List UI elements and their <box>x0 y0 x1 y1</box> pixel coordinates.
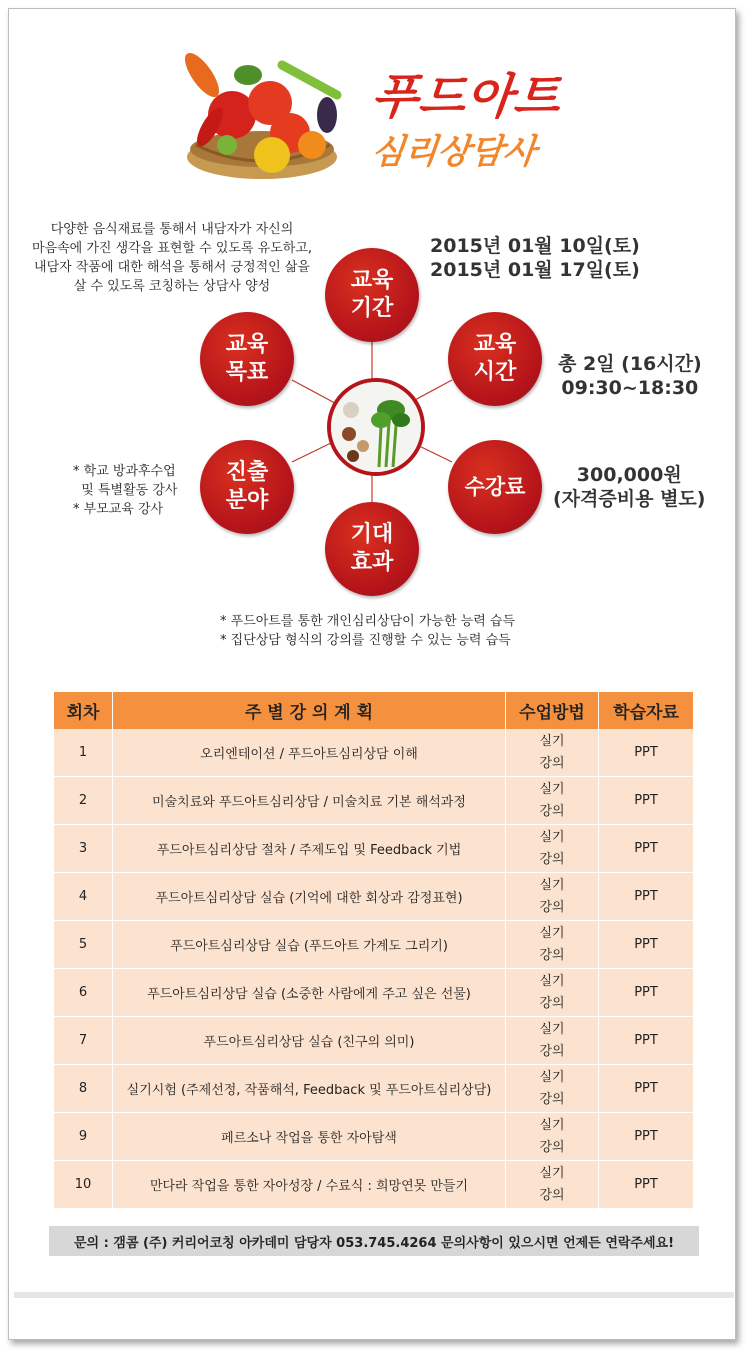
method-practice: 실기 <box>539 1021 565 1037</box>
node-education-time-label: 교육 시간 <box>473 332 517 385</box>
table-row <box>54 777 693 825</box>
plan-text: 푸드아트심리상담 실습 (기억에 대한 회상과 감정표현) <box>113 873 506 921</box>
effect-line: * 집단상담 형식의 강의를 진행할 수 있는 능력 습득 <box>220 633 511 648</box>
material-text: PPT <box>599 729 694 777</box>
fee-line: (자격증비용 별도) <box>553 488 706 510</box>
header-plan: 주 별 강 의 계 획 <box>113 692 506 729</box>
method-cell <box>506 1161 599 1209</box>
plan-text: 오리엔테이션 / 푸드아트심리상담 이해 <box>113 729 506 777</box>
node-career-field <box>200 440 294 534</box>
table-row <box>54 729 693 777</box>
node-expected-effect <box>325 502 419 596</box>
fee-line: 300,000원 <box>576 464 682 486</box>
goal-desc-line: 마음속에 가진 생각을 표현할 수 있도록 유도하고, <box>31 241 313 256</box>
plan-text: 푸드아트심리상담 실습 (친구의 의미) <box>113 1017 506 1065</box>
node-education-time <box>448 312 542 406</box>
hours-line: 총 2일 (16시간) <box>558 353 702 375</box>
career-fields <box>73 462 177 519</box>
contact-bar: 문의 : 갬콤 (주) 커리어코칭 아카데미 담당자 053.745.4264 문의사항이 있으시면 언제든 연락주세요! <box>49 1226 699 1256</box>
node-education-goal <box>200 312 294 406</box>
session-number: 3 <box>54 825 113 873</box>
material-text: PPT <box>599 1065 694 1113</box>
session-number: 4 <box>54 873 113 921</box>
goal-description <box>22 220 322 296</box>
session-number: 5 <box>54 921 113 969</box>
expected-effects <box>220 612 540 650</box>
weekly-plan-table <box>54 692 693 1209</box>
plan-text: 푸드아트심리상담 실습 (푸드아트 가계도 그리기) <box>113 921 506 969</box>
method-practice: 실기 <box>539 733 565 749</box>
material-text: PPT <box>599 1017 694 1065</box>
method-lecture: 강의 <box>539 803 565 819</box>
page-title: 푸드아트 <box>368 69 564 125</box>
method-practice: 실기 <box>539 925 565 941</box>
session-number: 1 <box>54 729 113 777</box>
education-dates <box>430 234 640 282</box>
method-cell <box>506 1113 599 1161</box>
career-line: 및 특별활동 강사 <box>73 483 178 498</box>
center-image <box>327 378 425 476</box>
material-text: PPT <box>599 1113 694 1161</box>
plan-text: 실기시험 (주제선정, 작품해석, Feedback 및 푸드아트심리상담) <box>113 1065 506 1113</box>
session-number: 8 <box>54 1065 113 1113</box>
method-practice: 실기 <box>539 781 565 797</box>
header-method: 수업방법 <box>506 692 599 729</box>
method-cell <box>506 969 599 1017</box>
method-practice: 실기 <box>539 1165 565 1181</box>
material-text: PPT <box>599 921 694 969</box>
method-lecture: 강의 <box>539 1043 565 1059</box>
hours-line: 09:30~18:30 <box>561 377 699 399</box>
goal-desc-line: 내담자 작품에 대한 해석을 통해서 긍정적인 삶을 <box>34 260 310 275</box>
method-cell <box>506 729 599 777</box>
session-number: 2 <box>54 777 113 825</box>
page-subtitle: 심리상담사 <box>369 132 538 172</box>
method-practice: 실기 <box>539 1117 565 1133</box>
material-text: PPT <box>599 873 694 921</box>
table-row <box>54 1161 693 1209</box>
session-number: 10 <box>54 1161 113 1209</box>
table-row <box>54 921 693 969</box>
method-lecture: 강의 <box>539 1187 565 1203</box>
node-tuition-fee <box>448 440 542 534</box>
method-cell <box>506 921 599 969</box>
session-number: 6 <box>54 969 113 1017</box>
material-text: PPT <box>599 1161 694 1209</box>
header-session: 회차 <box>54 692 113 729</box>
node-education-period-label: 교육 기간 <box>350 268 394 321</box>
node-expected-effect-label: 기대 효과 <box>350 522 394 575</box>
header-material: 학습자료 <box>599 692 694 729</box>
goal-desc-line: 살 수 있도록 코칭하는 상담사 양성 <box>73 279 271 294</box>
method-cell <box>506 873 599 921</box>
frame-bottom-bar <box>14 1292 734 1298</box>
method-practice: 실기 <box>539 1069 565 1085</box>
method-lecture: 강의 <box>539 755 565 771</box>
node-tuition-fee-label: 수강료 <box>464 475 526 499</box>
method-lecture: 강의 <box>539 899 565 915</box>
goal-desc-line: 다양한 음식재료를 통해서 내담자가 자신의 <box>50 222 294 237</box>
table-row <box>54 825 693 873</box>
vegetable-basket-image <box>172 45 352 185</box>
tuition-fee-text <box>553 463 705 511</box>
method-cell <box>506 1065 599 1113</box>
method-lecture: 강의 <box>539 995 565 1011</box>
table-row <box>54 969 693 1017</box>
method-practice: 실기 <box>539 829 565 845</box>
method-lecture: 강의 <box>539 947 565 963</box>
material-text: PPT <box>599 825 694 873</box>
career-line: * 부모교육 강사 <box>73 502 164 517</box>
plan-text: 만다라 작업을 통한 자아성장 / 수료식 : 희망연못 만들기 <box>113 1161 506 1209</box>
method-cell <box>506 1017 599 1065</box>
table-row <box>54 1017 693 1065</box>
table-row <box>54 1113 693 1161</box>
method-practice: 실기 <box>539 877 565 893</box>
method-practice: 실기 <box>539 973 565 989</box>
method-cell <box>506 825 599 873</box>
material-text: PPT <box>599 969 694 1017</box>
date-line: 2015년 01월 10일(토) <box>430 235 640 257</box>
education-hours <box>558 352 702 400</box>
effect-line: * 푸드아트를 통한 개인심리상담이 가능한 능력 습득 <box>220 614 516 629</box>
method-lecture: 강의 <box>539 1139 565 1155</box>
plan-text: 미술치료와 푸드아트심리상담 / 미술치료 기본 해석과정 <box>113 777 506 825</box>
node-education-period <box>325 248 419 342</box>
table-header-row <box>54 692 693 729</box>
plan-text: 푸드아트심리상담 실습 (소중한 사람에게 주고 싶은 선물) <box>113 969 506 1017</box>
node-education-goal-label: 교육 목표 <box>225 332 269 385</box>
date-line: 2015년 01월 17일(토) <box>430 259 640 281</box>
session-number: 7 <box>54 1017 113 1065</box>
method-lecture: 강의 <box>539 1091 565 1107</box>
herbs-and-spices-icon <box>331 382 421 472</box>
table-row <box>54 873 693 921</box>
method-cell <box>506 777 599 825</box>
plan-text: 페르소나 작업을 통한 자아탐색 <box>113 1113 506 1161</box>
plan-text: 푸드아트심리상담 절차 / 주제도입 및 Feedback 기법 <box>113 825 506 873</box>
material-text: PPT <box>599 777 694 825</box>
method-lecture: 강의 <box>539 851 565 867</box>
career-line: * 학교 방과후수업 <box>73 464 176 479</box>
session-number: 9 <box>54 1113 113 1161</box>
node-career-field-label: 진출 분야 <box>225 460 269 513</box>
table-row <box>54 1065 693 1113</box>
